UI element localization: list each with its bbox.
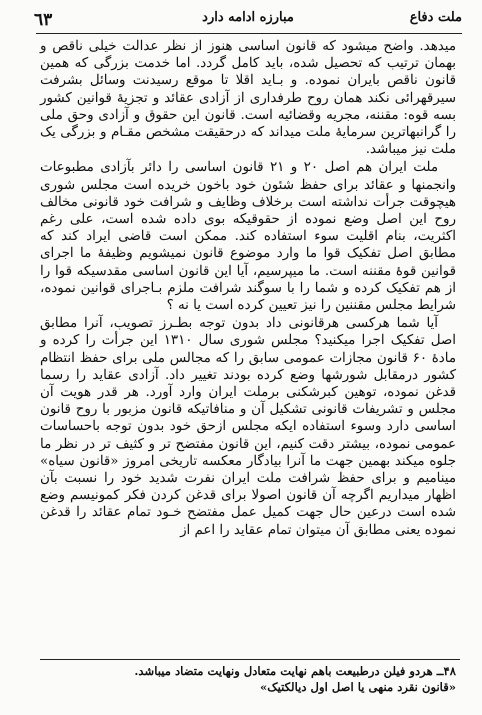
header-title: مبارزه ادامه دارد <box>202 10 294 25</box>
footnote-rule <box>40 659 460 660</box>
paragraph-1: میدهد. واضح میشود که قانون اساسی هنوز از نظر عدالت خیلی ناقص و بهمان ترتیب که تحصیل شده، باید کامل گردد. اما خدمت بزرگی که همین قانون ناقص بایران نموده. و بـاید اقلا تا موقع رسیدنت وسائل بشرفت سیرقهرائی نکند همان روح طرفداری از آزادی عقائد و تجزیهٔ قوانین کشور بسه قوه: مقننه، مجریه وقضائیه است. قانون این حقوق و آزادی وحق ملی را گرانبهاترین سرمایهٔ ملت میداند که درحقیقت مشخص مقـام و بزرگی یک ملت نیز میباشد. <box>40 39 456 158</box>
page-number: ٦٣ <box>34 10 53 30</box>
running-header <box>34 10 462 32</box>
footnote <box>40 663 456 695</box>
header-section: ملت دفاع <box>409 10 462 25</box>
paragraph-2: ملت ایران هم اصل ۲۰ و ۲۱ قانون اساسی را دائر بآزادی مطبوعات وانجمنها و عقائد برای حفظ شئون خود باخون خریده است مجلس شوری هیچوقت جرأت نداشته است برخلاف وظایف و شرافت خود قانونی مخالف روح این اصل وضع نموده از حقوقیکه بوی داده شده است، علی رغم اکثریت، بنام اقلیت سوء استفاده کند. ممکن است قاضی ایراد کند که مطابق اصل تفکیک قوا ما وارد موضوع قانون نمیشویم وظیفهٔ ما اجرای قوانین قوهٔ مقننه است. ما میپرسیم، آیا این قانون اساسی مقدسیکه قوا را از هم تفکیک کرده و شما را با سوگند شرافت ملزم بـاجرای قوانین نموده، شرایط مجلس مقننین را نیز تعیین کرده است یا نه ؟ <box>40 160 456 314</box>
footnote-line-2: «قانون نقرد منهی یا اصل اول دیالکتیک» <box>260 680 456 694</box>
body-text <box>40 38 456 540</box>
footnote-line-1: ۴۸ــ هردو فیلن درطبیعت باهم نهایت متعادل ونهایت متضاد میباشد. <box>134 664 456 678</box>
paragraph-3: آیا شما هرکسی هرقانونی داد بدون توجه بطـرز تصویب، آنرا مطابق اصل تفکیک اجرا میکنید؟ مجلس شوری سال ۱۳۱۰ این جرأت را کرده و مادهٔ ۶۰ قانون مجازات عمومی سابق را که مجالس ملی برای حفظ انتظام کشور درمقابل شورشها وضع کرده بودند تغییر داد. آزادی عقاید را رسما قدغن نموده، توهین کبرشکنی برملت ایران وارد آورد. هر قدر هویت آن مجلس و تشریفات قانونی تشکیل آن و منافاتیکه قانون مزبور با روح قانون اساسی دارد وسوء استفاده ایکه مجلس ازحق خود بدون توجه باحساسات عمومی نموده، بیشتر دقت کنیم، این قانون مفتضح تر و کثیف تر در نظر ما جلوه میکند بهمین جهت ما آنرا بیادگار معکسه تاریخی امروز «قانون سیاه» مینامیم و برای حفظ شرافت ملت ایران نفرت شدید خود را نسبت بآن اظهار میداریم اگرچه آن قانون اصولا برای قدغن کردن فکر کمونیسم وضع شده است درعین حال جهت کمیل عمل مفتضح خـود تمام عقائد را قدغن نموده یعنی مطابق آن میتوان تمام عقاید را اعم از <box>40 316 457 538</box>
header-rule <box>36 33 462 34</box>
